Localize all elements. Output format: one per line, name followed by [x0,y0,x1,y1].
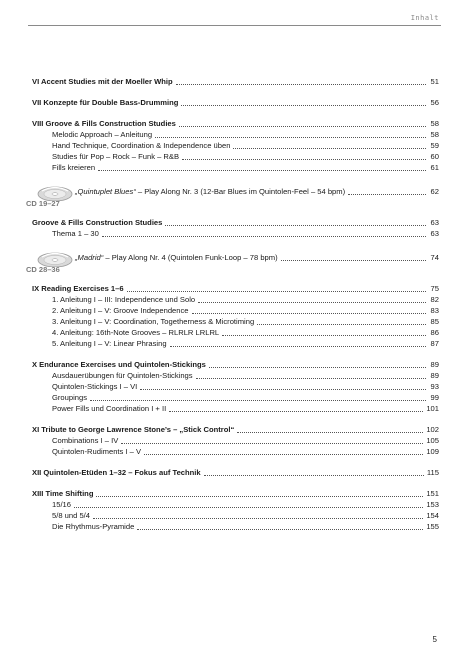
entry-page-number: 51 [430,77,439,86]
entry-title: Ausdauerübungen für Quintolen-Stickings [52,371,193,380]
dot-leader [169,411,423,412]
entry-title: XI Tribute to George Lawrence Stone’s – „Stick Control“ [32,425,235,434]
entry-page-number: 85 [430,317,439,326]
play-along-title: „Madrid“ [75,253,104,262]
entry-page-number: 153 [426,500,439,509]
entry-page-number: 58 [430,130,439,139]
entry-title: 2. Anleitung I – V: Groove Independence [52,306,189,315]
entry-page-number: 154 [426,511,439,520]
entry-title: Fills kreieren [52,163,96,172]
dot-leader [209,367,426,368]
toc-subentry[interactable] [32,370,439,381]
entry-title: 3. Anleitung I – V: Coordination, Togetherness & Microtiming [52,317,255,326]
toc-subentry[interactable] [32,521,439,532]
table-of-contents [26,76,439,532]
page-number: 5 [432,635,437,644]
entry-page-number: 109 [426,447,439,456]
entry-title [75,186,345,197]
dot-leader [144,454,423,455]
dot-leader [348,194,426,195]
dot-leader [179,126,426,127]
toc-section-entry[interactable] [32,118,439,129]
toc-section-entry[interactable] [32,76,439,87]
entry-title: XII Quintolen-Etüden 1–32 – Fokus auf Technik [32,468,201,477]
dot-leader [140,389,426,390]
entry-page-number: 83 [430,306,439,315]
dot-leader [237,432,423,433]
entry-page-number: 62 [430,187,439,196]
dot-leader [121,443,423,444]
entry-title: Quintolen-Rudiments I – V [52,447,142,456]
toc-section-entry[interactable] [32,97,439,108]
entry-page-number: 155 [426,522,439,531]
entry-title: 5/8 und 5/4 [52,511,91,520]
dot-leader [96,496,423,497]
toc-subentry[interactable] [32,294,439,305]
entry-title: 1. Anleitung I – III: Independence und Solo [52,295,196,304]
entry-page-number: 56 [430,98,439,107]
entry-title: Thema 1 – 30 [52,229,99,238]
section-spacer [32,108,439,118]
entry-title: Groove & Fills Construction Studies [32,218,163,227]
toc-subentry[interactable] [32,446,439,457]
entry-page-number: 89 [430,360,439,369]
entry-title: Quintolen-Stickings I – VI [52,382,138,391]
section-spacer [32,457,439,467]
entry-title: 4. Anleitung: 16th-Note Grooves – RLRLR LRLRL [52,328,220,337]
toc-section-entry[interactable] [32,424,439,435]
toc-subentry[interactable] [32,499,439,510]
dot-leader [257,324,426,325]
entry-page-number: 61 [430,163,439,172]
entry-title: Power Fills und Coordination I + II [52,404,167,413]
entry-title: VII Konzepte für Double Bass-Drumming [32,98,179,107]
entry-title: X Endurance Exercises und Quintolen-Stickings [32,360,206,369]
toc-subentry[interactable] [32,140,439,151]
toc-subentry[interactable] [32,316,439,327]
toc-section-entry[interactable] [32,488,439,499]
toc-section-entry[interactable] [32,217,439,228]
entry-page-number: 86 [430,328,439,337]
entry-title: VIII Groove & Fills Construction Studies [32,119,176,128]
entry-page-number: 105 [426,436,439,445]
dot-leader [198,302,426,303]
cd-track-range: CD 28–36 [26,265,60,274]
section-spacer [32,87,439,97]
entry-page-number: 59 [430,141,439,150]
dot-leader [127,291,426,292]
section-spacer [32,478,439,488]
dot-leader [181,105,426,106]
cd-play-along-entry [26,245,439,277]
dot-leader [93,518,423,519]
entry-page-number: 60 [430,152,439,161]
entry-title: Combinations I – IV [52,436,119,445]
entry-page-number: 75 [430,284,439,293]
entry-title: IX Reading Exercises 1–6 [32,284,124,293]
page-header [28,14,441,26]
dot-leader [155,137,426,138]
entry-page-number: 63 [430,229,439,238]
entry-title: 15/16 [52,500,72,509]
cd-play-along-row[interactable] [75,186,439,197]
entry-title: 5. Anleitung I – V: Linear Phrasing [52,339,167,348]
dot-leader [98,170,426,171]
entry-title: Melodic Approach – Anleitung [52,130,153,139]
play-along-details: – Play Along Nr. 3 (12-Bar Blues im Quintolen-Feel – 54 bpm) [135,187,346,196]
toc-subentry[interactable] [32,392,439,403]
entry-page-number: 102 [426,425,439,434]
entry-page-number: 58 [430,119,439,128]
toc-subentry[interactable] [32,327,439,338]
entry-title: Hand Technique, Coordination & Independence üben [52,141,231,150]
dot-leader [281,260,426,261]
dot-leader [204,475,424,476]
dot-leader [74,507,423,508]
dot-leader [90,400,426,401]
dot-leader [102,236,426,237]
entry-title: Groupings [52,393,88,402]
toc-subentry[interactable] [32,381,439,392]
toc-subentry[interactable] [32,162,439,173]
dot-leader [222,335,426,336]
toc-subentry[interactable] [32,305,439,316]
cd-icon [36,179,74,201]
header-label: Inhalt [410,14,439,22]
play-along-title: „Quintuplet Blues“ [75,187,136,196]
section-spacer [32,414,439,424]
toc-section-entry[interactable] [32,359,439,370]
cd-play-along-entry [26,179,439,211]
entry-title: VI Accent Studies mit der Moeller Whip [32,77,173,86]
entry-title [75,252,278,263]
entry-page-number: 74 [430,253,439,262]
toc-section-entry[interactable] [32,283,439,294]
cd-play-along-row[interactable] [75,252,439,263]
toc-subentry[interactable] [32,403,439,414]
entry-page-number: 93 [430,382,439,391]
entry-page-number: 89 [430,371,439,380]
dot-leader [170,346,426,347]
entry-page-number: 99 [430,393,439,402]
entry-page-number: 101 [426,404,439,413]
entry-title: XIII Time Shifting [32,489,94,498]
cd-icon [36,245,74,267]
section-spacer [32,349,439,359]
toc-subentry[interactable] [32,129,439,140]
entry-page-number: 82 [430,295,439,304]
entry-title: Die Rhythmus-Pyramide [52,522,135,531]
entry-page-number: 87 [430,339,439,348]
dot-leader [137,529,423,530]
play-along-details: – Play Along Nr. 4 (Quintolen Funk-Loop – 78 bpm) [103,253,278,262]
dot-leader [196,378,426,379]
toc-subentry[interactable] [32,151,439,162]
dot-leader [182,159,426,160]
dot-leader [165,225,426,226]
entry-page-number: 115 [426,468,439,477]
toc-subentry[interactable] [32,510,439,521]
entry-title: Studies für Pop – Rock – Funk – R&B [52,152,180,161]
toc-subentry[interactable] [32,435,439,446]
dot-leader [192,313,426,314]
toc-subentry[interactable] [32,338,439,349]
cd-track-range: CD 19–27 [26,199,60,208]
dot-leader [176,84,426,85]
toc-subentry[interactable] [32,228,439,239]
entry-page-number: 151 [426,489,439,498]
dot-leader [233,148,426,149]
toc-section-entry[interactable] [32,467,439,478]
entry-page-number: 63 [430,218,439,227]
